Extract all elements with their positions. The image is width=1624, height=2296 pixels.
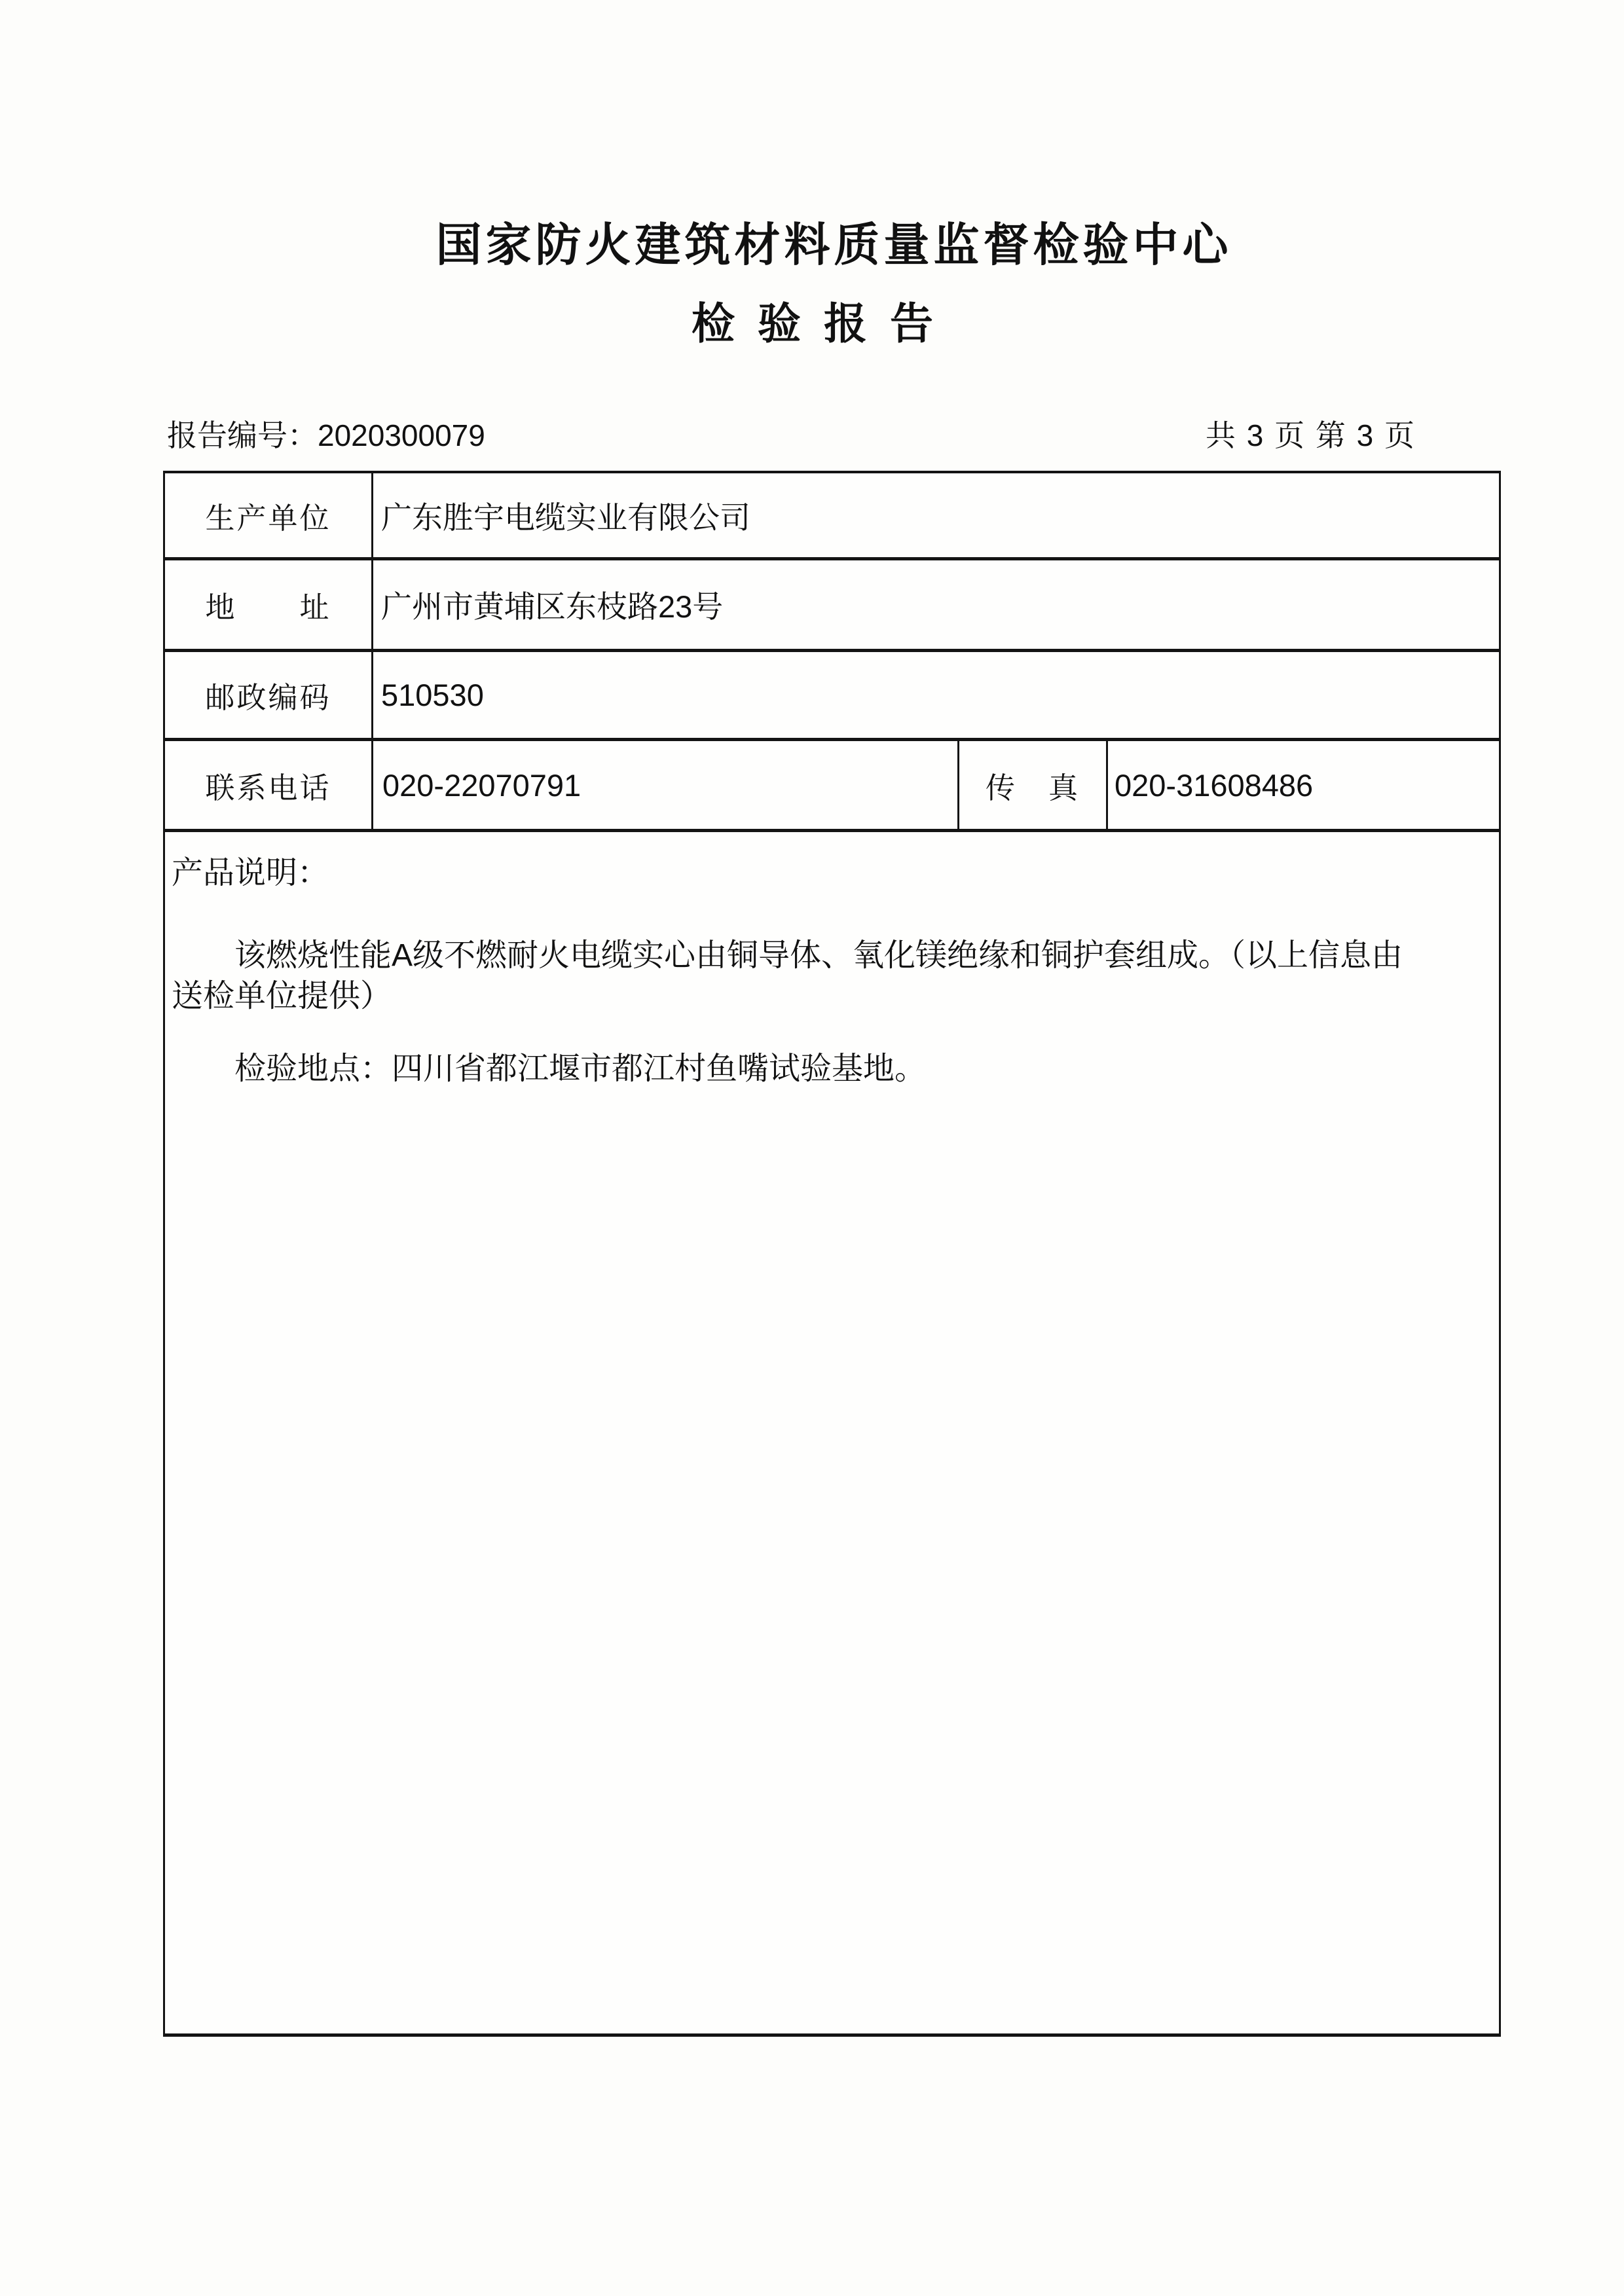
product-description-line2: 送检单位提供） bbox=[172, 979, 392, 1013]
table-row-postcode bbox=[165, 652, 1499, 741]
product-description-paragraph bbox=[172, 936, 1473, 1017]
table-row-address bbox=[165, 560, 1499, 652]
table-row-phone-fax bbox=[165, 741, 1499, 832]
report-number-label: 报告编号： bbox=[167, 418, 318, 452]
page-title: 国家防火建筑材料质量监督检验中心 bbox=[435, 219, 1232, 270]
fax-value: 020-31608486 bbox=[1115, 767, 1314, 803]
postcode-label: 邮政编码 bbox=[165, 652, 373, 738]
phone-label: 联系电话 bbox=[165, 741, 373, 829]
fax-label: 传 真 bbox=[959, 741, 1108, 829]
report-number bbox=[163, 417, 485, 454]
manufacturer-label: 生产单位 bbox=[165, 473, 373, 557]
postcode-value: 510530 bbox=[381, 678, 484, 712]
product-description-heading: 产品说明： bbox=[172, 856, 329, 890]
phone-value: 020-22070791 bbox=[373, 741, 959, 829]
inspection-location-line: 检验地点：四川省都江堰市都江村鱼嘴试验基地。 bbox=[234, 1051, 927, 1086]
product-description-cell bbox=[165, 832, 1499, 2033]
manufacturer-value: 广东胜宇电缆实业有限公司 bbox=[381, 500, 750, 535]
pagination-text: 共 3 页 第 3 页 bbox=[1205, 418, 1416, 452]
product-description-line1: 该燃烧性能A级不燃耐火电缆实心由铜导体、氧化镁绝缘和铜护套组成。（以上信息由 bbox=[234, 938, 1403, 973]
address-value: 广州市黄埔区东枝路23号 bbox=[381, 589, 724, 624]
content-column bbox=[163, 219, 1501, 2037]
table-row-manufacturer bbox=[165, 473, 1499, 560]
address-label: 地 址 bbox=[165, 560, 373, 649]
report-number-value: 2020300079 bbox=[318, 418, 485, 452]
page-subtitle: 检验报告 bbox=[692, 299, 956, 348]
info-table bbox=[163, 471, 1501, 2037]
report-meta-row bbox=[163, 417, 1501, 454]
